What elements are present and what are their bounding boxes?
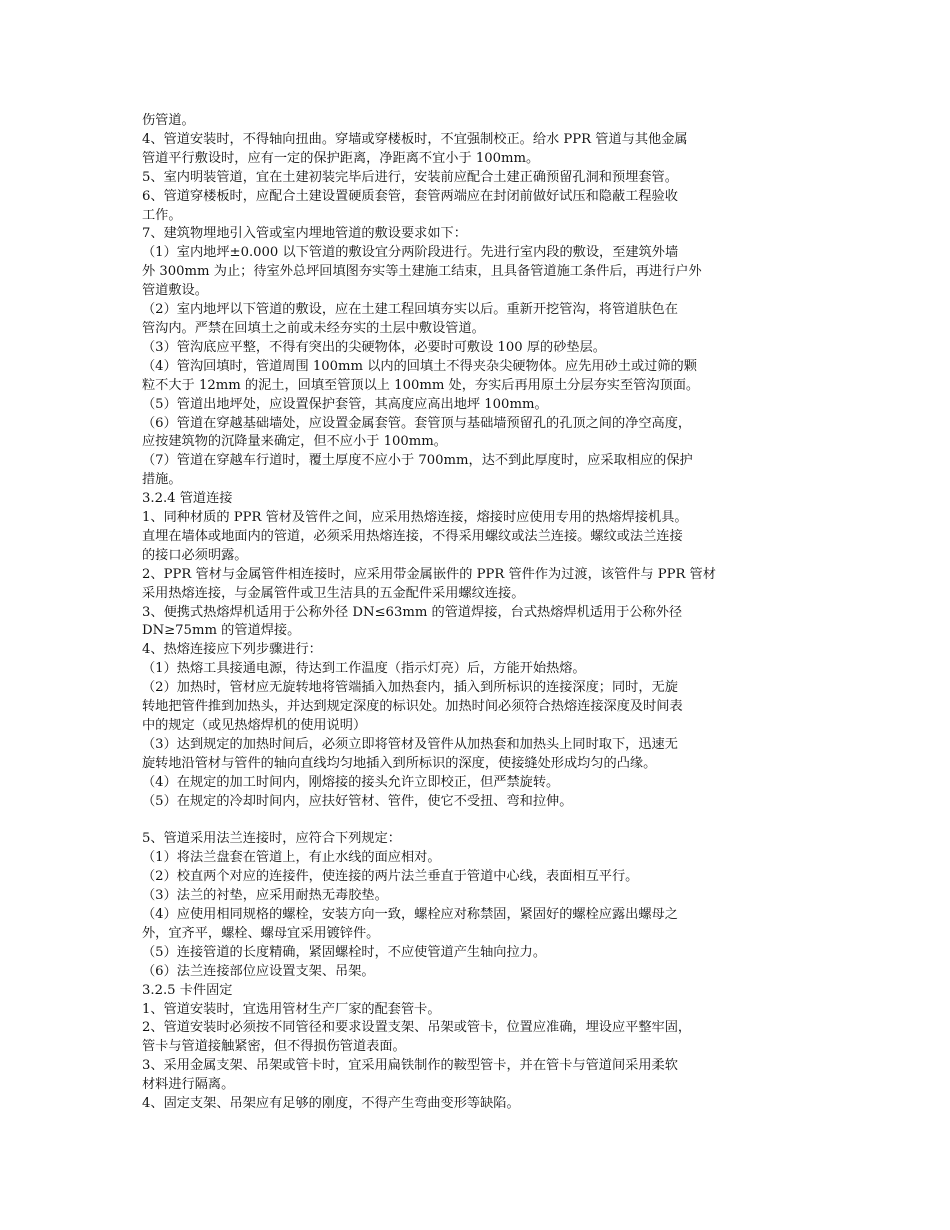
- text-line: （2）室内地坪以下管道的敷设，应在土建工程回填夯实以后。重新开挖管沟，将管道肤色在: [142, 302, 678, 318]
- text-line: 管道平行敷设时，应有一定的保护距离，净距离不宜小于 100mm。: [142, 150, 540, 166]
- text-line: （1）热熔工具接通电源，待达到工作温度（指示灯亮）后，方能开始热熔。: [142, 661, 586, 677]
- text-line: 应按建筑物的沉降量来确定，但不应小于 100mm。: [142, 434, 447, 450]
- text-line: 措施。: [142, 472, 182, 488]
- text-line: （5）连接管道的长度精确，紧固螺栓时，不应使管道产生轴向拉力。: [142, 944, 547, 960]
- text-line: 管卡与管道接触紧密，但不得损伤管道表面。: [142, 1039, 406, 1055]
- text-line: 4、固定支架、吊架应有足够的刚度，不得产生弯曲变形等缺陷。: [142, 1096, 520, 1112]
- text-line: 1、管道安装时，宜选用管材生产厂家的配套管卡。: [142, 1001, 441, 1017]
- text-line: 工作。: [142, 207, 182, 223]
- text-line: 管道敷设。: [142, 283, 208, 299]
- text-line: 5、室内明装管道，宜在土建初装完毕后进行，安装前应配合土建正确预留孔洞和预埋套管。: [142, 169, 678, 185]
- text-line: 管沟内。严禁在回填土之前或未经夯实的土层中敷设管道。: [142, 320, 485, 336]
- text-line: 1、同种材质的 PPR 管材及管件之间，应采用热熔连接，熔接时应使用专用的热熔焊接机具。: [142, 510, 688, 526]
- text-line: （1）室内地坪±0.000 以下管道的敷设宜分两阶段进行。先进行室内段的敷设，至建筑外墙: [142, 245, 679, 261]
- text-line: （4）管沟回填时，管道周围 100mm 以内的回填土不得夹杂尖硬物体。应先用砂土或过筛的颗: [142, 358, 697, 374]
- text-line: （6）法兰连接部位应设置支架、吊架。: [142, 963, 375, 979]
- text-line: （3）达到规定的加热时间后，必须立即将管材及管件从加热套和加热头上同时取下，迅速无: [142, 736, 678, 752]
- text-line: （3）法兰的衬垫，应采用耐热无毒胶垫。: [142, 888, 388, 904]
- text-line: 5、管道采用法兰连接时，应符合下列规定：: [142, 831, 401, 847]
- text-line: 采用热熔连接，与金属管件或卫生洁具的五金配件采用螺纹连接。: [142, 585, 525, 601]
- text-line: （4）应使用相同规格的螺栓，安装方向一致，螺栓应对称禁固，紧固好的螺栓应露出螺母之: [142, 907, 678, 923]
- blank-line: [142, 812, 822, 831]
- text-line: 4、热熔连接应下列步骤进行：: [142, 642, 322, 658]
- text-line: 4、管道安装时，不得轴向扭曲。穿墙或穿楼板时，不宜强制校正。给水 PPR 管道与其他金属: [142, 131, 688, 147]
- section-heading: 3.2.4 管道连接: [142, 491, 233, 507]
- text-line: 2、管道安装时必须按不同管径和要求设置支架、吊架或管卡，位置应准确，埋设应平整牢固，: [142, 1020, 692, 1036]
- text-line: 外，宜齐平，螺栓、螺母宜采用镀锌件。: [142, 925, 380, 941]
- text-line: 的接口必须明露。: [142, 547, 248, 563]
- text-line: 3、便携式热熔焊机适用于公称外径 DN≤63mm 的管道焊接，台式热熔焊机适用于公称外径: [142, 604, 683, 620]
- text-line: （4）在规定的加工时间内，刚熔接的接头允许立即校正，但严禁旋转。: [142, 774, 560, 790]
- text-line: 2、PPR 管材与金属管件相连接时，应采用带金属嵌件的 PPR 管件作为过渡，该管件与 PPR 管材: [142, 566, 716, 582]
- text-line: （2）加热时，管材应无旋转地将管端插入加热套内，插入到所标识的连接深度；同时，无旋: [142, 680, 678, 696]
- text-line: （5）管道出地坪处，应设置保护套管，其高度应高出地坪 100mm。: [142, 396, 548, 412]
- text-line: （5）在规定的冷却时间内，应扶好管材、管件，使它不受扭、弯和拉伸。: [142, 793, 573, 809]
- section-heading: 3.2.5 卡件固定: [142, 982, 233, 998]
- text-line: 3、采用金属支架、吊架或管卡时，宜采用扁铁制作的鞍型管卡，并在管卡与管道间采用柔软: [142, 1058, 678, 1074]
- text-line: 伤管道。: [142, 113, 195, 128]
- text-line: （2）校直两个对应的连接件，使连接的两片法兰垂直于管道中心线，表面相互平行。: [142, 869, 639, 885]
- text-line: （1）将法兰盘套在管道上，有止水线的面应相对。: [142, 850, 441, 866]
- text-line: 外 300mm 为止；待室外总坪回填图夯实等土建施工结束，且具备管道施工条件后，再进行户外: [142, 264, 702, 280]
- text-line: （3）管沟底应平整，不得有突出的尖硬物体，必要时可敷设 100 厚的砂垫层。: [142, 339, 606, 355]
- text-line: DN≥75mm 的管道焊接。: [142, 623, 301, 639]
- text-line: 6、管道穿楼板时，应配合土建设置硬质套管，套管两端应在封闭前做好试压和隐蔽工程验收: [142, 188, 678, 204]
- document-body: [142, 112, 822, 1114]
- text-line: （7）管道在穿越车行道时，覆土厚度不应小于 700mm，达不到此厚度时，应采取相应的保护: [142, 453, 693, 469]
- text-line: 粒不大于 12mm 的泥土，回填至管顶以上 100mm 处，夯实后再用原土分层夯实至管沟顶面。: [142, 377, 700, 393]
- text-line: 中的规定（或见热熔焊机的使用说明）: [142, 718, 367, 733]
- text-line: 旋转地沿管材与管件的轴向直线均匀地插入到所标识的深度，使接缝处形成均匀的凸缘。: [142, 755, 657, 771]
- text-line: （6）管道在穿越基础墙处，应设置金属套管。套管顶与基础墙预留孔的孔顶之间的净空高度，: [142, 415, 692, 431]
- text-line: 直埋在墙体或地面内的管道，必须采用热熔连接，不得采用螺纹或法兰连接。螺纹或法兰连接: [142, 528, 683, 544]
- text-line: 转地把管件推到加热头，并达到规定深度的标识处。加热时间必须符合热熔连接深度及时间表: [142, 699, 683, 715]
- text-line: 材料进行隔离。: [142, 1077, 235, 1093]
- text-line: 7、建筑物埋地引入管或室内埋地管道的敷设要求如下：: [142, 226, 467, 242]
